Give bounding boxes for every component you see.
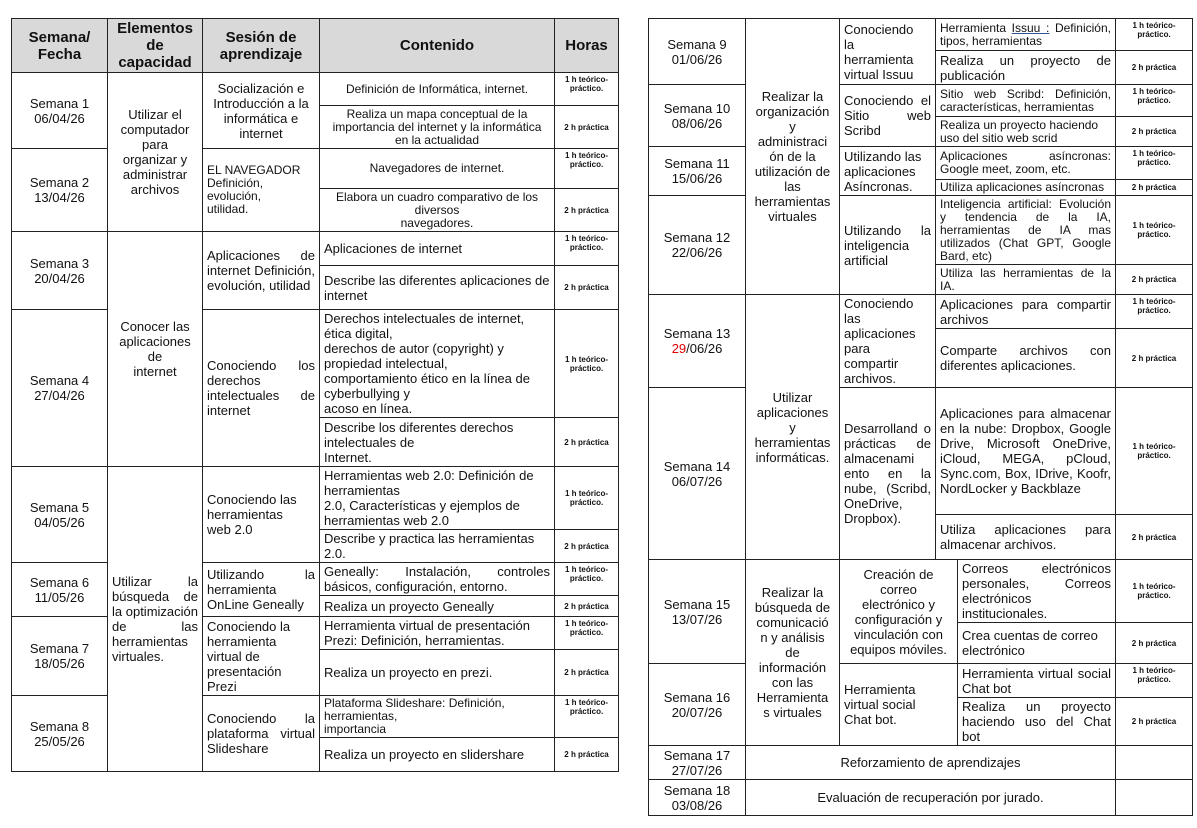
week-date: 03/08/26 [671,797,723,813]
week-date: 06/04/26 [34,110,85,126]
hours-cell: 2 h práctica [555,418,619,467]
content-cell: Definición de Informática, internet. [320,73,555,106]
session-cell: Conociendo la herramienta virtual Issuu [840,19,936,85]
week-cell [649,746,746,780]
week-label: Semana 14 [663,458,731,474]
hours-cell: 2 h práctica [555,738,619,772]
capacity-cell: Utilizar el computador para organizar y administrar archivos [108,73,203,232]
week-label: Semana 16 [663,689,731,705]
session-cell: Aplicaciones de internet Definición, evolución, utilidad [203,232,320,310]
hours-cell: 1 h teórico- práctico. [555,149,619,189]
hours-cell: 1 h teórico- práctico. [555,232,619,266]
content-cell: Describe las diferentes aplicaciones de internet [320,266,555,310]
activity-cell: Evaluación de recuperación por jurado. [746,780,1116,816]
hours-cell: 2 h práctica [555,596,619,617]
week-date-rest: /06/26 [686,341,723,356]
week-cell [649,147,746,196]
week-label: Semana 4 [29,373,90,388]
hours-cell: 2 h práctica [1116,51,1193,85]
week-cell [12,467,108,563]
week-date: 27/04/26 [34,388,85,403]
hours-cell: 2 h práctica [1116,329,1193,388]
week-date: 18/05/26 [34,656,85,671]
week-date: 22/06/26 [671,245,723,260]
week-label: Semana 12 [663,230,731,245]
content-cell: Utiliza aplicaciones asíncronas [936,180,1116,196]
session-cell: Conociendo las herramientas web 2.0 [203,467,320,563]
week-cell [12,617,108,696]
capacity-cell: Realizar la búsqueda de comunicació n y análisis de información con las Herramienta s virtuales [746,560,840,746]
content-cell: Realiza un proyecto Geneally [320,596,555,617]
hours-cell: 2 h práctica [555,106,619,149]
week-date: 27/07/26 [671,762,723,778]
content-cell: Navegadores de internet. [320,149,555,189]
week-date-day: 29 [671,341,687,356]
hours-cell: 2 h práctica [555,189,619,232]
content-cell: Aplicaciones asíncronas: Google meet, zoom, etc. [936,147,1116,180]
week-cell [12,73,108,149]
hours-cell: 2 h práctica [1116,180,1193,196]
session-cell: Creación de correo electrónico y configuración y vinculación con equipos móviles. [840,560,958,664]
week-label: Semana 15 [663,596,731,612]
week-cell [649,196,746,295]
content-cell: Aplicaciones para almacenar en la nube: Dropbox, Google Drive, Microsoft OneDrive, iCloud, MEGA, pCloud, Sync.com, Box, IDrive, Koofr, NordLocker y Backblaze [936,388,1116,515]
content-cell: Crea cuentas de correo electrónico [958,623,1116,664]
header-week: Semana/ Fecha [12,19,108,73]
session-cell: Utilizando la inteligencia artificial [840,196,936,295]
week-cell [649,388,746,560]
table-row [649,664,1193,698]
schedule-table-right [648,18,1193,816]
week-cell [649,780,746,816]
week-cell [649,85,746,147]
week-date: 11/05/26 [34,589,85,605]
week-cell [12,232,108,310]
session-cell: Desarrolland o prácticas de almacenami ento en la nube, (Scribd, OneDrive, Dropbox). [840,388,936,560]
content-cell: Realiza un proyecto en slidershare [320,738,555,772]
session-cell: Conociendo las aplicaciones para compartir archivos. [840,295,936,388]
hours-cell: 1 h teórico- práctico. [1116,196,1193,265]
hours-cell: 1 h teórico- práctico. [555,73,619,106]
week-label: Semana 11 [664,156,730,171]
table-row [649,746,1193,780]
week-cell [12,696,108,772]
content-cell: Comparte archivos con diferentes aplicaciones. [936,329,1116,388]
hours-cell-empty [1116,746,1193,780]
session-cell: Conociendo la plataforma virtual Slideshare [203,696,320,772]
table-row [649,196,1193,265]
week-label: Semana 5 [29,499,90,515]
hours-cell: 1 h teórico- práctico. [1116,147,1193,180]
hours-cell: 1 h teórico- práctico. [555,617,619,650]
hours-cell: 1 h teórico- práctico. [555,310,619,418]
session-cell: EL NAVEGADOR Definición, evolución, utilidad. [203,149,320,232]
hours-cell: 1 h teórico- práctico. [1116,85,1193,117]
table-row [649,85,1193,117]
content-cell: Herramientas web 2.0: Definición de herramientas 2.0, Características y ejemplos de herramientas web 2.0 [320,467,555,530]
table-row [12,467,619,530]
week-date: 15/06/26 [671,171,723,186]
week-label: Semana 6 [29,574,90,590]
activity-cell: Reforzamiento de aprendizajes [746,746,1116,780]
content-cell: Aplicaciones para compartir archivos [936,295,1116,329]
table-row [649,780,1193,816]
week-date: 13/04/26 [34,190,85,205]
week-cell [12,149,108,232]
table-row [12,310,619,418]
hours-cell: 2 h práctica [1116,265,1193,295]
issuu-link: Issuu : [1011,20,1050,35]
content-cell: Correos electrónicos personales, Correos electrónicos institucionales. [958,560,1116,623]
table-row [649,388,1193,515]
hours-cell: 1 h teórico- práctico. [1116,388,1193,515]
content-cell: Inteligencia artificial: Evolución y tendencia de la IA, herramientas de IA mas utilizados (Chat GPT, Google Bard, etc) [936,196,1116,265]
week-cell [12,310,108,467]
table-row [12,232,619,266]
session-cell: Conociendo el Sitio web Scribd [840,85,936,147]
content-cell: Plataforma Slideshare: Definición, herramientas, importancia [320,696,555,738]
week-cell [12,563,108,617]
week-date: 13/07/26 [671,611,723,627]
table-row [12,617,619,650]
header-session: Sesión de aprendizaje [203,19,320,73]
session-cell: Utilizando la herramienta OnLine Geneally [203,563,320,617]
capacity-cell: Conocer las aplicaciones de internet [108,232,203,467]
content-cell: Utiliza aplicaciones para almacenar archivos. [936,515,1116,560]
content-cell: Herramienta virtual social Chat bot [958,664,1116,698]
session-cell: Conociendo los derechos intelectuales de internet [203,310,320,467]
hours-cell: 1 h teórico- práctico. [1116,560,1193,623]
week-cell [649,295,746,388]
header-row [12,19,619,73]
week-date: 04/05/26 [34,514,85,530]
hours-cell: 1 h teórico- práctico. [555,467,619,530]
content-cell: Elabora un cuadro comparativo de los diversos navegadores. [320,189,555,232]
hours-cell: 1 h teórico- práctico. [555,696,619,738]
hours-cell: 1 h teórico- práctico. [555,563,619,596]
week-cell [649,560,746,664]
hours-cell: 2 h práctica [555,266,619,310]
capacity-cell: Realizar la organización y administraci ón de la utilización de las herramientas virtuales [746,19,840,295]
content-text: Herramienta [940,20,1012,35]
header-capacity: Elementos de capacidad [108,19,203,73]
content-cell: Geneally: Instalación, controles básicos, configuración, entorno. [320,563,555,596]
session-cell: Utilizando las aplicaciones Asíncronas. [840,147,936,196]
week-date: 20/04/26 [34,270,85,286]
capacity-cell: Utilizar aplicaciones y herramientas informáticas. [746,295,840,560]
week-date: 08/06/26 [671,115,723,131]
session-cell: Socialización e Introducción a la informática e internet [203,73,320,149]
hours-cell: 2 h práctica [1116,117,1193,147]
table-row [12,696,619,738]
session-cell: Conociendo la herramienta virtual de presentación Prezi [203,617,320,696]
capacity-cell: Utilizar la búsqueda de la optimización de las herramientas virtuales. [108,467,203,772]
content-cell: Realiza un proyecto haciendo uso del sitio web scrid [936,117,1116,147]
header-content: Contenido [320,19,555,73]
content-cell [936,19,1116,51]
content-cell: Utiliza las herramientas de la IA. [936,265,1116,295]
hours-cell-empty [1116,780,1193,816]
week-date: 25/05/26 [34,733,85,749]
hours-cell: 1 h teórico- práctico. [1116,19,1193,51]
table-row [649,560,1193,623]
hours-cell: 1 h teórico- práctico. [1116,295,1193,329]
week-label: Semana 1 [29,95,90,111]
week-date: 06/07/26 [671,473,723,489]
hours-cell: 2 h práctica [555,650,619,696]
table-row [12,563,619,596]
week-label: Semana 17 [663,747,731,763]
hours-cell: 2 h práctica [1116,623,1193,664]
content-cell: Realiza un mapa conceptual de la importancia del internet y la informática en la actualidad [320,106,555,149]
content-cell: Realiza un proyecto en prezi. [320,650,555,696]
content-text: Definición, tipos, herramientas [940,20,1111,48]
session-cell: Herramienta virtual social Chat bot. [840,664,958,746]
content-cell: Aplicaciones de internet [320,232,555,266]
table-row [12,149,619,189]
week-date: 01/06/26 [671,51,723,67]
week-cell [649,19,746,85]
week-label: Semana 8 [29,718,90,734]
content-cell: Herramienta virtual de presentación Prezi: Definición, herramientas. [320,617,555,650]
schedule-table-left [11,18,619,772]
week-label: Semana 2 [29,175,90,190]
week-label: Semana 10 [663,100,731,116]
table-row [12,73,619,106]
week-date [653,341,741,356]
week-date: 20/07/26 [671,704,723,720]
content-cell: Describe y practica las herramientas 2.0. [320,530,555,563]
week-label: Semana 9 [667,36,727,52]
content-cell: Describe los diferentes derechos intelectuales de Internet. [320,418,555,467]
hours-cell: 2 h práctica [1116,698,1193,746]
week-label: Semana 18 [663,782,731,798]
content-cell: Sitio web Scribd: Definición, características, herramientas [936,85,1116,117]
week-cell [649,664,746,746]
hours-cell: 2 h práctica [555,530,619,563]
table-row [649,19,1193,51]
week-label: Semana 3 [29,255,90,271]
content-cell: Realiza un proyecto haciendo uso del Chat bot [958,698,1116,746]
week-label: Semana 13 [663,326,731,341]
header-hours: Horas [555,19,619,73]
content-cell: Derechos intelectuales de internet, ética digital, derechos de autor (copyright) y propiedad intelectual, comportamiento ético en la línea de cyberbullying y acoso en línea. [320,310,555,418]
hours-cell: 1 h teórico- práctico. [1116,664,1193,698]
table-row [649,295,1193,329]
hours-cell: 2 h práctica [1116,515,1193,560]
content-cell: Realiza un proyecto de publicación [936,51,1116,85]
week-label: Semana 7 [29,641,90,656]
table-row [649,147,1193,180]
